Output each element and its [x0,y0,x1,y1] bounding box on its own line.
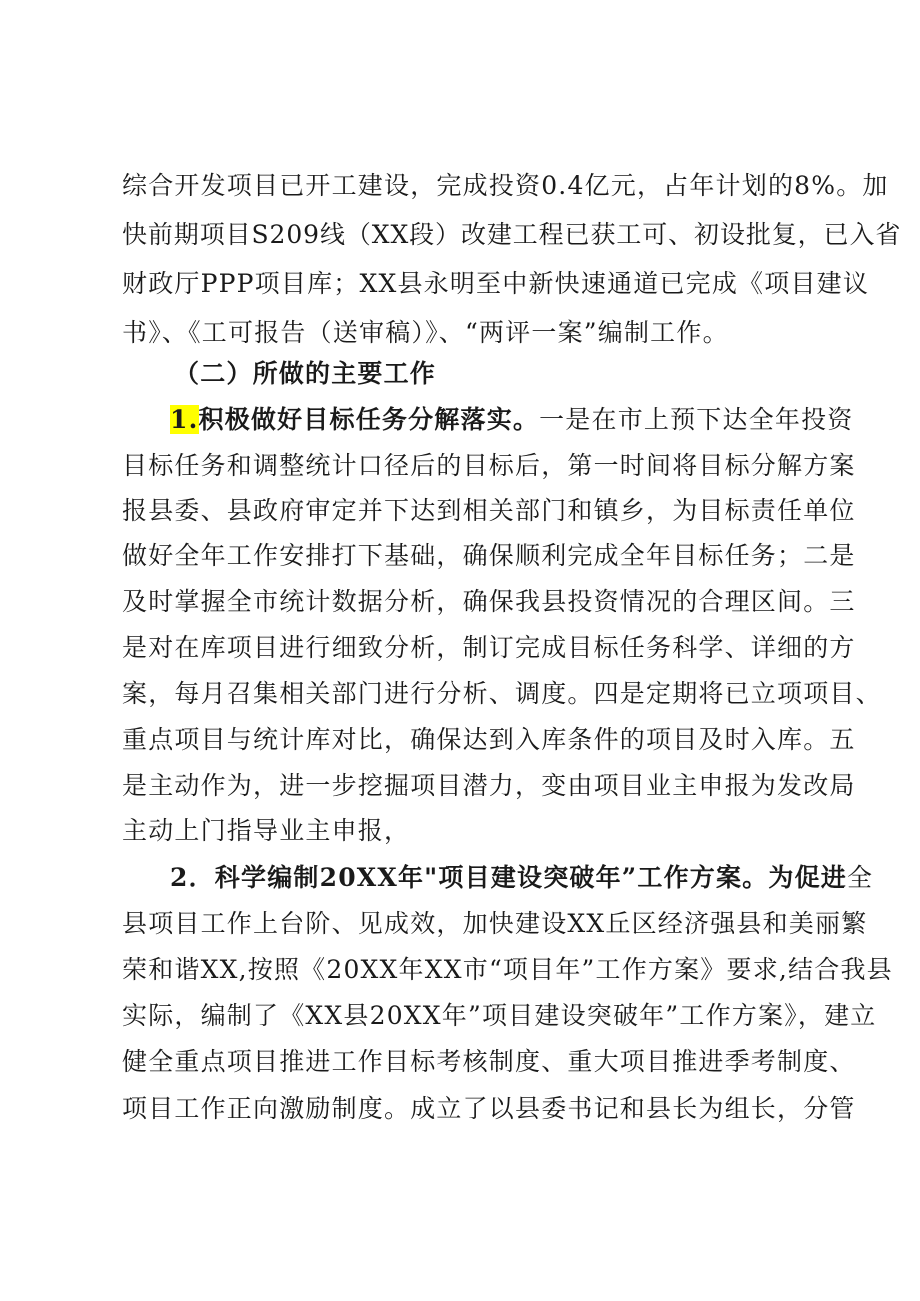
item1-line-2: 目标任务和调整统计口径后的目标后，第一时间将目标分解方案 [122,451,856,480]
item1-line-7: 案，每月召集相关部门进行分析、调度。四是定期将已立项项目、 [122,679,882,708]
item2-line-4: 实际，编制了《XX县20XX年”项目建设突破年”工作方案》，建立 [122,1001,877,1030]
section-heading: （二）所做的主要工作 [174,359,437,388]
intro-line-2: 快前期项目S209线（XX段）改建工程已获工可、初设批复，已入省 [122,220,902,249]
item2-line-6: 项目工作正向激励制度。成立了以县委书记和县长为组长，分管 [122,1094,856,1123]
item2-first-line [170,856,873,900]
item1-line-3: 报县委、县政府审定并下达到相关部门和镇乡，为目标责任单位 [122,496,856,525]
item1-line-4: 做好全年工作安排打下基础，确保顺利完成全年目标任务；二是 [122,541,856,570]
item2-line-5: 健全重点项目推进工作目标考核制度、重大项目推进季考制度、 [122,1047,856,1076]
item1-number: 1. [170,405,199,434]
item2-title: 2．科学编制20XX年"项目建设突破年”工作方案。为促进 [170,863,847,892]
item2-line-2: 县项目工作上台阶、见成效，加快建设XX丘区经济强县和美丽繁 [122,909,868,938]
item2-first-line-text: 全 [847,863,874,892]
intro-line-1: 综合开发项目已开工建设，完成投资0.4亿元，占年计划的8%。加 [122,171,889,200]
item1-line-10: 主动上门指导业主申报， [122,816,411,845]
item1-line-8: 重点项目与统计库对比，确保达到入库条件的项目及时入库。五 [122,725,856,754]
item1-line-9: 是主动作为，进一步挖掘项目潜力，变由项目业主申报为发改局 [122,771,856,800]
intro-line-4: 书》、《工可报告（送审稿）》、“两评一案”编制工作。 [122,318,729,347]
item1-title: 积极做好目标任务分解落实。 [198,405,540,434]
item1-line-6: 是对在库项目进行细致分析，制订完成目标任务科学、详细的方 [122,633,856,662]
item2-line-3: 荣和谐XX,按照《20XX年XX市“项目年”工作方案》要求,结合我县 [122,955,893,984]
item1-line-5: 及时掌握全市统计数据分析，确保我县投资情况的合理区间。三 [122,587,856,616]
item1-first-line [170,398,854,442]
item1-first-line-text: 一是在市上预下达全年投资 [539,405,854,434]
intro-line-3: 财政厅PPP项目库；XX县永明至中新快速通道已完成《项目建议 [122,269,870,298]
